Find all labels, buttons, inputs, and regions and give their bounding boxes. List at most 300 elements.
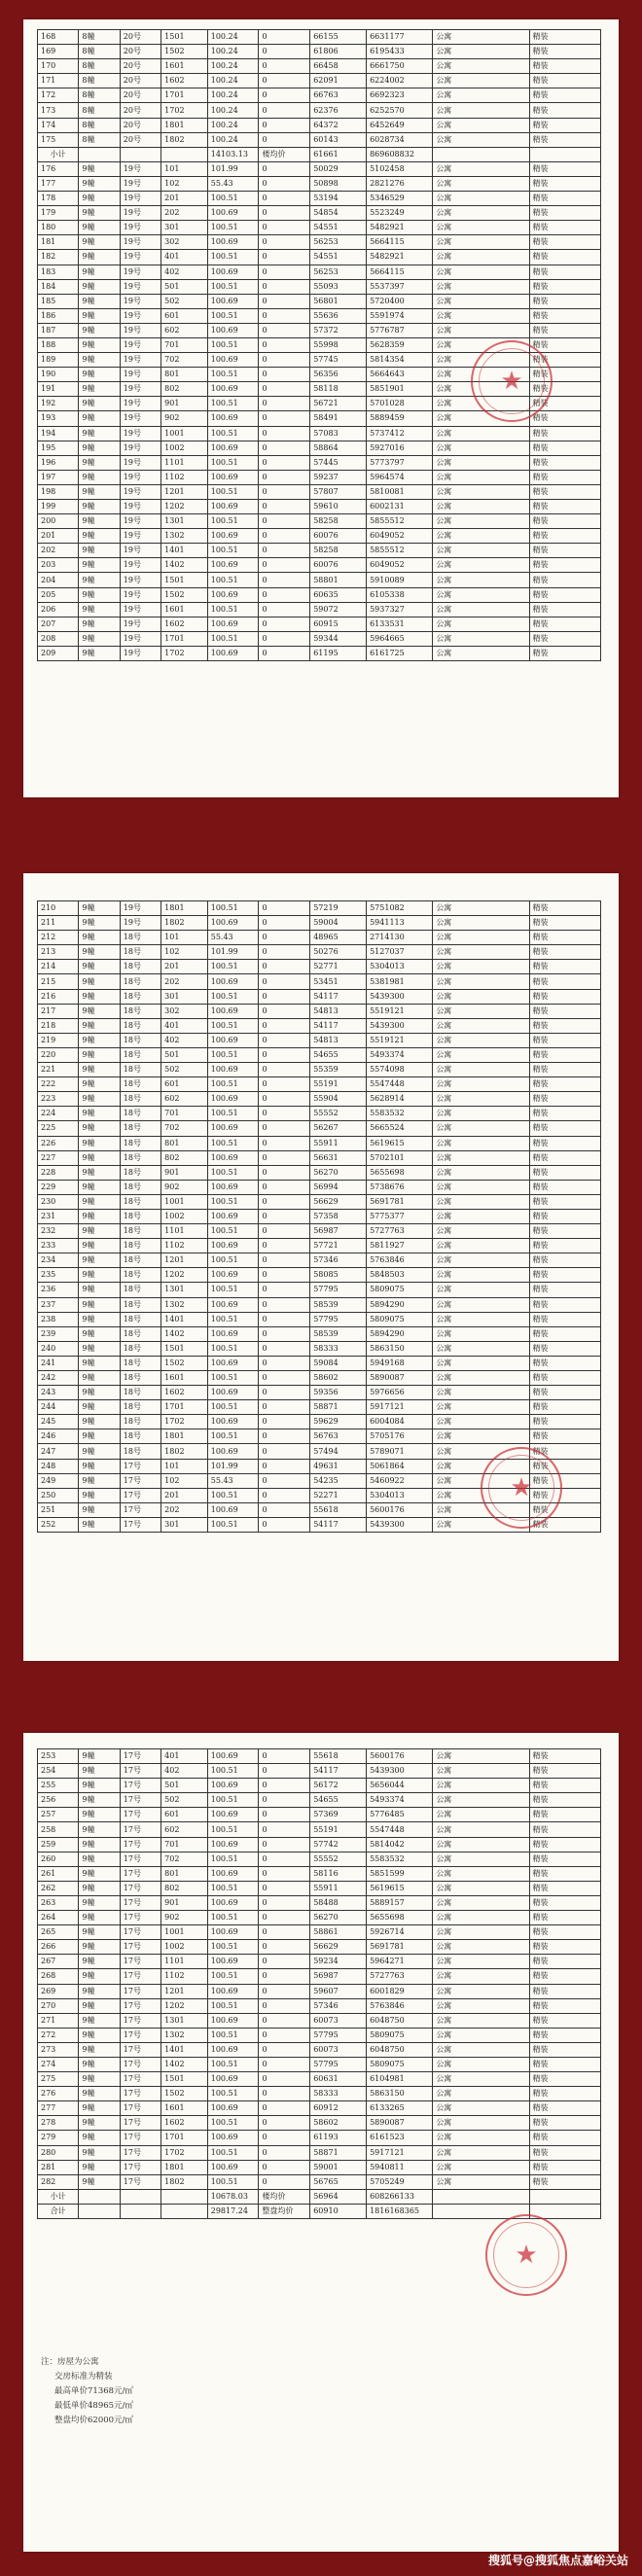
- table-cell: 100.51: [207, 1312, 259, 1326]
- table-cell: 48965: [310, 931, 367, 945]
- table-cell: 1102: [161, 1239, 208, 1253]
- table-cell: 202: [161, 206, 208, 221]
- table-cell: 公寓: [433, 1969, 529, 1984]
- table-cell: 公寓: [433, 176, 529, 191]
- table-cell: 247: [38, 1444, 79, 1459]
- table-cell: 小计: [38, 2189, 79, 2204]
- table-cell: 公寓: [433, 529, 529, 544]
- table-cell: 9幢: [79, 1180, 120, 1194]
- table-cell: 精装: [529, 916, 600, 931]
- table-cell: 0: [259, 1415, 310, 1429]
- table-cell: 17号: [120, 1940, 160, 1955]
- table-cell: 1402: [161, 1326, 208, 1341]
- table-cell: [79, 2189, 120, 2204]
- table-cell: 9幢: [79, 2072, 120, 2087]
- table-cell: 217: [38, 1004, 79, 1018]
- table-cell: 100.51: [207, 1969, 259, 1984]
- table-cell: 171: [38, 74, 79, 88]
- table-cell: 19号: [120, 382, 160, 397]
- table-cell: 229: [38, 1180, 79, 1194]
- table-cell: 9幢: [79, 1940, 120, 1955]
- table-cell: 100.69: [207, 558, 259, 573]
- table-cell: 公寓: [433, 2042, 529, 2057]
- table-cell: 公寓: [433, 2116, 529, 2131]
- table-row: [38, 441, 601, 455]
- table-cell: 55904: [310, 1092, 367, 1107]
- table-cell: 精装: [529, 1444, 600, 1459]
- table-row: [38, 1239, 601, 1253]
- table-row: [38, 2013, 601, 2028]
- table-cell: 236: [38, 1283, 79, 1297]
- table-cell: 整盘均价: [259, 2204, 310, 2218]
- table-cell: 100.24: [207, 45, 259, 59]
- table-cell: 9幢: [79, 1488, 120, 1502]
- table-cell: 5964665: [367, 631, 433, 646]
- table-cell: 1702: [161, 1415, 208, 1429]
- table-cell: 0: [259, 1808, 310, 1822]
- note-line: 最低单价48965元/㎡: [54, 2401, 133, 2411]
- table-cell: 精装: [529, 500, 600, 514]
- table-cell: 55552: [310, 1107, 367, 1121]
- table-cell: 18号: [120, 1136, 160, 1150]
- table-cell: 100.69: [207, 1502, 259, 1517]
- table-cell: 5810081: [367, 484, 433, 499]
- table-cell: 6161725: [367, 646, 433, 660]
- table-cell: 精装: [529, 1749, 600, 1764]
- table-cell: 公寓: [433, 573, 529, 587]
- summary-row: [38, 147, 601, 161]
- table-cell: 公寓: [433, 1165, 529, 1180]
- table-cell: 19号: [120, 901, 160, 916]
- table-cell: 241: [38, 1356, 79, 1370]
- table-cell: 9幢: [79, 2116, 120, 2131]
- table-cell: 100.24: [207, 132, 259, 147]
- table-cell: 100.69: [207, 1895, 259, 1910]
- table-cell: 199: [38, 500, 79, 514]
- table-cell: 0: [259, 1793, 310, 1808]
- table-cell: 公寓: [433, 30, 529, 45]
- table-cell: 0: [259, 2145, 310, 2160]
- table-cell: 401: [161, 1749, 208, 1764]
- table-cell: [79, 2204, 120, 2218]
- table-cell: 小计: [38, 147, 79, 161]
- table-cell: 56253: [310, 235, 367, 250]
- table-cell: 9幢: [79, 1326, 120, 1341]
- table-cell: 9幢: [79, 646, 120, 660]
- table-cell: 100.51: [207, 192, 259, 206]
- table-cell: 5705176: [367, 1429, 433, 1444]
- table-cell: 楼均价: [259, 147, 310, 161]
- table-cell: 9幢: [79, 250, 120, 265]
- table-cell: 1801: [161, 118, 208, 132]
- table-cell: 56763: [310, 1429, 367, 1444]
- table-cell: 18号: [120, 1341, 160, 1356]
- table-cell: 902: [161, 1911, 208, 1925]
- table-cell: 244: [38, 1400, 79, 1415]
- table-cell: 1701: [161, 88, 208, 103]
- table-cell: 公寓: [433, 279, 529, 294]
- table-cell: 100.69: [207, 1837, 259, 1852]
- table-cell: 0: [259, 308, 310, 323]
- table-cell: 9幢: [79, 974, 120, 989]
- table-cell: 100.51: [207, 544, 259, 558]
- table-row: [38, 1107, 601, 1121]
- table-cell: 5751082: [367, 901, 433, 916]
- table-cell: 54813: [310, 1033, 367, 1047]
- table-cell: 公寓: [433, 45, 529, 59]
- table-cell: 6692323: [367, 88, 433, 103]
- table-cell: 5619615: [367, 1881, 433, 1895]
- table-cell: 250: [38, 1488, 79, 1502]
- table-cell: 9幢: [79, 294, 120, 308]
- table-cell: 公寓: [433, 1341, 529, 1356]
- table-cell: 57372: [310, 323, 367, 337]
- table-cell: 0: [259, 2087, 310, 2101]
- table-cell: 9幢: [79, 411, 120, 426]
- table-cell: 5655698: [367, 1911, 433, 1925]
- price-table-1: [37, 29, 601, 661]
- table-cell: 100.69: [207, 2013, 259, 2028]
- table-cell: 精装: [529, 250, 600, 265]
- table-cell: 9幢: [79, 1063, 120, 1077]
- table-cell: 208: [38, 631, 79, 646]
- table-cell: 19号: [120, 617, 160, 631]
- table-cell: 201: [161, 960, 208, 974]
- table-row: [38, 337, 601, 352]
- table-cell: 1701: [161, 1400, 208, 1415]
- table-cell: 精装: [529, 1940, 600, 1955]
- table-cell: 公寓: [433, 1063, 529, 1077]
- table-cell: 100.51: [207, 250, 259, 265]
- table-cell: 18号: [120, 1356, 160, 1370]
- table-cell: 100.51: [207, 279, 259, 294]
- table-cell: 0: [259, 1386, 310, 1400]
- table-cell: 公寓: [433, 1297, 529, 1312]
- table-cell: 601: [161, 308, 208, 323]
- table-cell: 100.69: [207, 2101, 259, 2116]
- table-cell: 100.51: [207, 1940, 259, 1955]
- table-cell: 6661750: [367, 59, 433, 74]
- table-cell: 1302: [161, 1297, 208, 1312]
- table-cell: 9幢: [79, 1092, 120, 1107]
- table-cell: 0: [259, 916, 310, 931]
- table-cell: 56987: [310, 1969, 367, 1984]
- table-cell: 100.69: [207, 1004, 259, 1018]
- table-cell: 100.24: [207, 118, 259, 132]
- table-cell: 402: [161, 265, 208, 279]
- table-cell: 56267: [310, 1121, 367, 1136]
- table-cell: 5439300: [367, 1517, 433, 1532]
- table-cell: 222: [38, 1077, 79, 1092]
- table-cell: 56765: [310, 2174, 367, 2189]
- table-cell: 0: [259, 1502, 310, 1517]
- table-cell: [120, 147, 160, 161]
- table-cell: 精装: [529, 1150, 600, 1165]
- table-cell: 精装: [529, 1459, 600, 1473]
- table-cell: 1202: [161, 1268, 208, 1283]
- table-cell: 18号: [120, 960, 160, 974]
- table-cell: 100.69: [207, 2131, 259, 2145]
- table-cell: 公寓: [433, 1444, 529, 1459]
- table-cell: 211: [38, 916, 79, 931]
- table-cell: 公寓: [433, 1047, 529, 1062]
- table-cell: 精装: [529, 1136, 600, 1150]
- notes-block: [41, 2355, 133, 2428]
- table-row: [38, 558, 601, 573]
- table-cell: 802: [161, 1150, 208, 1165]
- table-cell: 215: [38, 974, 79, 989]
- table-cell: 281: [38, 2160, 79, 2174]
- table-cell: 精装: [529, 1969, 600, 1984]
- table-cell: 公寓: [433, 103, 529, 118]
- table-cell: 100.69: [207, 1749, 259, 1764]
- table-cell: 19号: [120, 279, 160, 294]
- table-cell: 0: [259, 1459, 310, 1473]
- table-cell: 100.51: [207, 2145, 259, 2160]
- table-cell: 9幢: [79, 1194, 120, 1209]
- table-cell: 601: [161, 1077, 208, 1092]
- table-cell: 58539: [310, 1326, 367, 1341]
- table-cell: 101.99: [207, 1459, 259, 1473]
- table-cell: 公寓: [433, 1312, 529, 1326]
- table-cell: 1702: [161, 103, 208, 118]
- table-cell: 248: [38, 1459, 79, 1473]
- table-cell: 55911: [310, 1881, 367, 1895]
- table-cell: 18号: [120, 1165, 160, 1180]
- table-cell: 9幢: [79, 426, 120, 441]
- table-cell: 66763: [310, 88, 367, 103]
- table-cell: 59344: [310, 631, 367, 646]
- table-cell: 6048750: [367, 2042, 433, 2057]
- table-cell: 1702: [161, 646, 208, 660]
- table-cell: 100.51: [207, 1488, 259, 1502]
- table-cell: 0: [259, 1837, 310, 1852]
- table-cell: 188: [38, 337, 79, 352]
- table-cell: 5763846: [367, 1998, 433, 2013]
- table-cell: 5773797: [367, 455, 433, 470]
- table-cell: 0: [259, 1253, 310, 1268]
- table-cell: 9幢: [79, 931, 120, 945]
- table-cell: 17号: [120, 1779, 160, 1793]
- table-cell: 公寓: [433, 974, 529, 989]
- table-cell: 100.51: [207, 397, 259, 411]
- table-cell: 9幢: [79, 1077, 120, 1092]
- table-cell: 公寓: [433, 2131, 529, 2145]
- table-cell: 5776485: [367, 1808, 433, 1822]
- table-cell: 5890087: [367, 1371, 433, 1386]
- table-cell: 260: [38, 1852, 79, 1866]
- table-cell: 0: [259, 1400, 310, 1415]
- table-row: [38, 1517, 601, 1532]
- table-row: [38, 1253, 601, 1268]
- table-cell: 8幢: [79, 74, 120, 88]
- table-cell: 9幢: [79, 1473, 120, 1488]
- table-cell: 精装: [529, 1400, 600, 1415]
- table-cell: 5439300: [367, 1764, 433, 1779]
- table-cell: 55998: [310, 337, 367, 352]
- table-cell: 18号: [120, 1283, 160, 1297]
- table-cell: 公寓: [433, 1940, 529, 1955]
- table-cell: 17号: [120, 2072, 160, 2087]
- table-cell: 5381981: [367, 974, 433, 989]
- table-cell: 55.43: [207, 176, 259, 191]
- table-cell: 18号: [120, 1047, 160, 1062]
- table-cell: 公寓: [433, 960, 529, 974]
- table-cell: 100.51: [207, 1371, 259, 1386]
- table-cell: 196: [38, 455, 79, 470]
- table-cell: 17号: [120, 1837, 160, 1852]
- table-cell: 0: [259, 2116, 310, 2131]
- table-cell: 100.51: [207, 514, 259, 529]
- table-cell: 20号: [120, 74, 160, 88]
- table-row: [38, 617, 601, 631]
- table-row: [38, 1925, 601, 1940]
- table-cell: 5814354: [367, 353, 433, 368]
- table-cell: 9幢: [79, 2087, 120, 2101]
- table-cell: 60912: [310, 2101, 367, 2116]
- table-cell: 精装: [529, 1297, 600, 1312]
- table-cell: 1301: [161, 1283, 208, 1297]
- table-cell: 17号: [120, 2087, 160, 2101]
- table-cell: 182: [38, 250, 79, 265]
- table-cell: 198: [38, 484, 79, 499]
- table-cell: 精装: [529, 1371, 600, 1386]
- table-cell: 233: [38, 1239, 79, 1253]
- table-cell: 9幢: [79, 1517, 120, 1532]
- table-row: [38, 1033, 601, 1047]
- table-row: [38, 1895, 601, 1910]
- table-cell: 100.51: [207, 573, 259, 587]
- table-cell: 18号: [120, 1063, 160, 1077]
- table-cell: 公寓: [433, 1881, 529, 1895]
- table-cell: 100.69: [207, 529, 259, 544]
- table-cell: 17号: [120, 2013, 160, 2028]
- table-cell: 264: [38, 1911, 79, 1925]
- table-cell: 251: [38, 1502, 79, 1517]
- table-cell: 19号: [120, 221, 160, 235]
- table-cell: 18号: [120, 989, 160, 1004]
- table-row: [38, 470, 601, 484]
- table-cell: 702: [161, 353, 208, 368]
- table-row: [38, 132, 601, 147]
- table-cell: 0: [259, 1194, 310, 1209]
- table-cell: 9幢: [79, 1969, 120, 1984]
- table-cell: 精装: [529, 514, 600, 529]
- table-cell: 9幢: [79, 1121, 120, 1136]
- table-cell: 214: [38, 960, 79, 974]
- table-cell: 56629: [310, 1940, 367, 1955]
- table-cell: 1602: [161, 2116, 208, 2131]
- table-cell: 0: [259, 323, 310, 337]
- table-cell: 0: [259, 441, 310, 455]
- table-cell: 220: [38, 1047, 79, 1062]
- table-cell: 100.51: [207, 1764, 259, 1779]
- table-cell: 100.51: [207, 1047, 259, 1062]
- table-cell: 185: [38, 294, 79, 308]
- table-cell: 100.51: [207, 1822, 259, 1837]
- table-cell: 253: [38, 1749, 79, 1764]
- table-cell: 100.51: [207, 221, 259, 235]
- table-cell: 0: [259, 1749, 310, 1764]
- table-cell: 0: [259, 2028, 310, 2042]
- table-cell: 18号: [120, 1209, 160, 1223]
- table-cell: 8幢: [79, 59, 120, 74]
- table-cell: 0: [259, 602, 310, 617]
- table-cell: 101: [161, 1459, 208, 1473]
- table-cell: 59610: [310, 500, 367, 514]
- table-cell: 公寓: [433, 945, 529, 960]
- table-cell: 100.69: [207, 411, 259, 426]
- table-cell: 9幢: [79, 1253, 120, 1268]
- table-cell: 100.24: [207, 103, 259, 118]
- table-cell: 59356: [310, 1386, 367, 1400]
- table-cell: 1602: [161, 1386, 208, 1400]
- table-cell: 0: [259, 1136, 310, 1150]
- table-cell: 0: [259, 544, 310, 558]
- table-cell: 6452649: [367, 118, 433, 132]
- table-row: [38, 500, 601, 514]
- table-cell: 54655: [310, 1793, 367, 1808]
- table-cell: 232: [38, 1224, 79, 1239]
- table-cell: 1802: [161, 132, 208, 147]
- table-cell: 1401: [161, 1312, 208, 1326]
- table-cell: 公寓: [433, 368, 529, 382]
- table-cell: 公寓: [433, 1239, 529, 1253]
- table-cell: 175: [38, 132, 79, 147]
- table-cell: 1701: [161, 2131, 208, 2145]
- table-cell: 190: [38, 368, 79, 382]
- table-cell: 100.69: [207, 617, 259, 631]
- table-cell: 55636: [310, 308, 367, 323]
- table-cell: 5727763: [367, 1969, 433, 1984]
- table-row: [38, 989, 601, 1004]
- table-cell: 19号: [120, 323, 160, 337]
- table-row: [38, 1077, 601, 1092]
- table-cell: 186: [38, 308, 79, 323]
- table-cell: 61195: [310, 646, 367, 660]
- table-cell: 5964574: [367, 470, 433, 484]
- table-cell: 209: [38, 646, 79, 660]
- table-row: [38, 2116, 601, 2131]
- table-cell: 0: [259, 118, 310, 132]
- table-cell: 100.51: [207, 631, 259, 646]
- table-cell: 18号: [120, 1194, 160, 1209]
- table-cell: 235: [38, 1268, 79, 1283]
- table-cell: 5855512: [367, 514, 433, 529]
- table-cell: 100.69: [207, 1955, 259, 1969]
- table-cell: 277: [38, 2101, 79, 2116]
- table-cell: 0: [259, 250, 310, 265]
- table-cell: 9幢: [79, 1808, 120, 1822]
- table-cell: 57742: [310, 1837, 367, 1852]
- table-cell: 1202: [161, 500, 208, 514]
- table-cell: 54551: [310, 250, 367, 265]
- table-cell: 19号: [120, 411, 160, 426]
- table-cell: 205: [38, 587, 79, 602]
- table-cell: 公寓: [433, 1984, 529, 1998]
- table-cell: 公寓: [433, 916, 529, 931]
- table-cell: 178: [38, 192, 79, 206]
- table-cell: 公寓: [433, 206, 529, 221]
- table-cell: 公寓: [433, 1150, 529, 1165]
- table-cell: 8幢: [79, 118, 120, 132]
- table-cell: 180: [38, 221, 79, 235]
- table-cell: 18号: [120, 1400, 160, 1415]
- table-cell: 100.24: [207, 88, 259, 103]
- table-cell: 0: [259, 221, 310, 235]
- table-cell: 精装: [529, 323, 600, 337]
- table-cell: 9幢: [79, 308, 120, 323]
